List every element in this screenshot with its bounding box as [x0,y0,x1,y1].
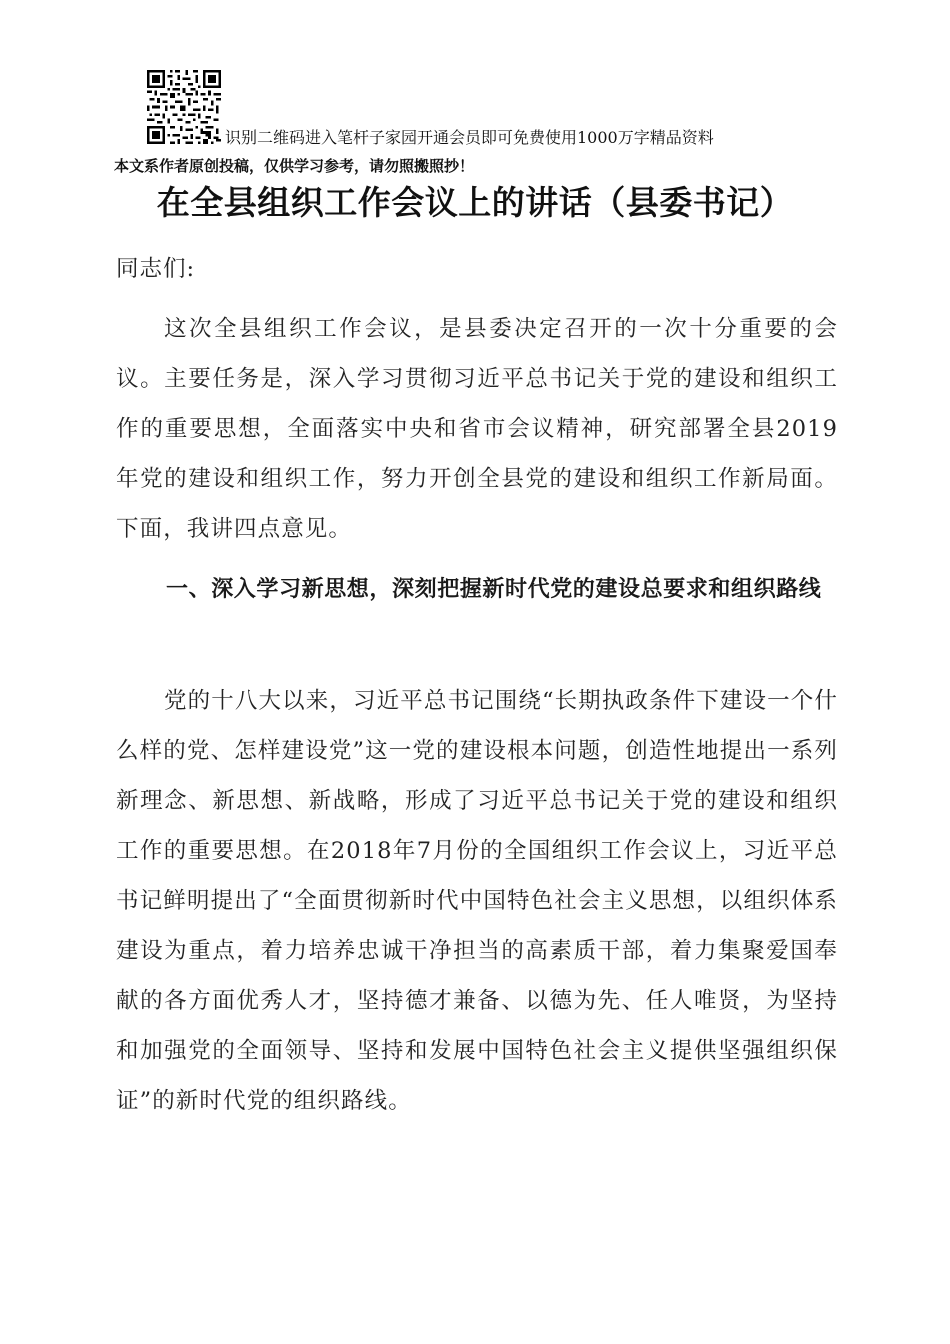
qr-code-icon[interactable] [147,70,221,144]
section-heading-1: 一、深入学习新思想，深刻把握新时代党的建设总要求和组织路线 [166,577,822,602]
copyright-notice: 本文系作者原创投稿，仅供学习参考，请勿照搬照抄！ [114,157,475,175]
document-title: 在全县组织工作会议上的讲话（县委书记） [156,183,794,222]
paragraph-intro: 这次全县组织工作会议，是县委决定召开的一次十分重要的会议。主要任务是，深入学习贯彻习近平总书记关于党的建设和组织工作的重要思想，全面落实中央和省市会议精神，研究部署全县2019年党的建设和组织工作，努力开创全县党的建设和组织工作新局面。下面，我讲四点意见。 [116,316,838,542]
paragraph-section-1: 党的十八大以来，习近平总书记围绕“长期执政条件下建设一个什么样的党、怎样建设党”这一党的建设根本问题，创造性地提出一系列新理念、新思想、新战略，形成了习近平总书记关于党的建设和组织工作的重要思想。在2018年7月份的全国组织工作会议上，习近平总书记鲜明提出了“全面贯彻新时代中国特色社会主义思想，以组织体系建设为重点，着力培养忠诚干净担当的高素质干部，着力集聚爱国奉献的各方面优秀人才，坚持德才兼备、以德为先、任人唯贤，为坚持和加强党的全面领导、坚持和发展中国特色社会主义提供坚强组织保证”的新时代党的组织路线。 [116,688,838,1114]
salutation: 同志们: [116,256,196,282]
qr-caption: 识别二维码进入笔杆子家园开通会员即可免费使用1000万字精品资料 [225,128,714,147]
